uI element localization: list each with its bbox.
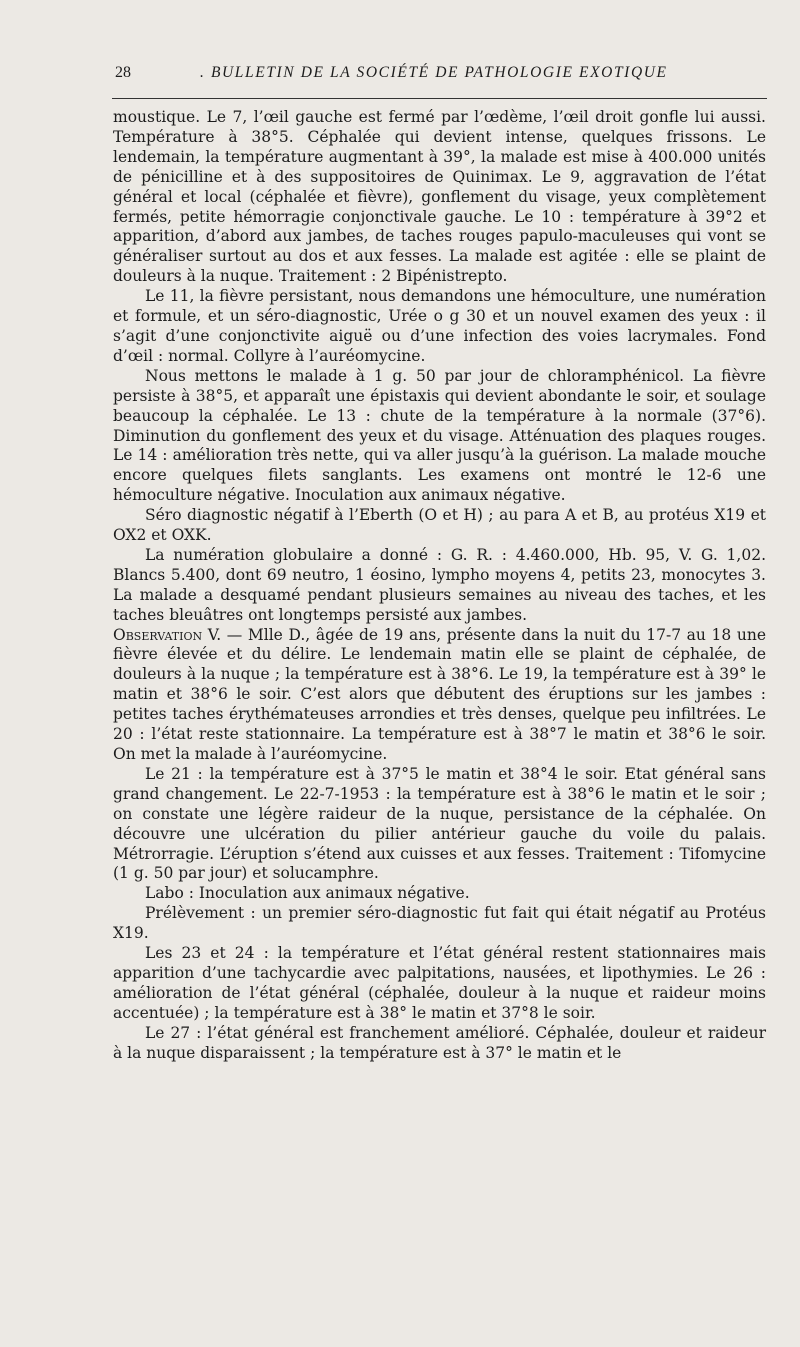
running-title: . BULLETIN DE LA SOCIÉTÉ DE PATHOLOGIE EXOTIQUE [200,64,668,81]
paragraph: Le 27 : l’état général est franchement amélioré. Céphalée, douleur et raideur à la nuque disparaissent ; la température est à 37° le matin et le [113,1023,766,1062]
paragraph: La numération globulaire a donné : G. R. : 4.460.000, Hb. 95, V. G. 1,02. Blancs 5.400, dont 69 neutro, 1 éosino, lympho moyens 4, petits 23, monocytes 3. La malade a desquamé pendant plusieurs semaines au niveau des taches, et les taches bleuâtres ont longtemps persisté aux jambes. [113,545,766,624]
paragraph: Le 11, la fièvre persistant, nous demandons une hémoculture, une numération et formule, et un séro-diagnostic, Urée o g 30 et un nouvel examen des yeux : il s’agit d’une conjonctivite aiguë ou d’une infection des voies lacrymales. Fond d’œil : normal. Collyre à l’auréomycine. [113,287,766,365]
observation-paragraph [113,626,766,765]
paragraph: Nous mettons le malade à 1 g. 50 par jour de chloramphénicol. La fièvre persiste à 38°5, et apparaît une épistaxis qui devient abondante le soir, et soulage beaucoup la céphalée. Le 13 : chute de la température à la normale (37°6). Diminution du gonflement des yeux et du visage. Atténuation des plaques rouges. Le 14 : amélioration très nette, qui va aller jusqu’à la guérison. La malade mouche encore quelques filets sanglants. Les examens ont montré le 12-6 une hémoculture négative. Inoculation aux animaux négative. [113,366,766,505]
paragraph: Prélèvement : un premier séro-diagnostic fut fait qui était négatif au Protéus X19. [113,904,766,943]
page-number: 28 [115,64,131,81]
article-body [113,108,766,1064]
paragraph: moustique. Le 7, l’œil gauche est fermé par l’œdème, l’œil droit gonfle lui aussi. Température à 38°5. Céphalée qui devient intense, quelques frissons. Le lendemain, la température augmentant à 39°, la malade est mise à 400.000 unités de pénicilline et à des suppositoires de Quinimax. Le 9, aggravation de l’état général et local (céphalée et fièvre), gonflement du visage, yeux complètement fermés, petite hémorragie conjonctivale gauche. Le 10 : température à 39°2 et apparition, d’abord aux jambes, de taches rouges papulo-maculeuses qui vont se généraliser surtout au dos et aux fesses. La malade est agitée : elle se plaint de douleurs à la nuque. Traitement : 2 Bipénistrepto. [113,108,766,286]
paragraph: Séro diagnostic négatif à l’Eberth (O et H) ; au para A et B, au protéus X19 et OX2 et OXK. [113,506,766,545]
running-header [0,64,800,88]
paragraph: Labo : Inoculation aux animaux négative. [145,884,470,903]
observation-text: — Mlle D., âgée de 19 ans, présente dans la nuit du 17-7 au 18 une fièvre élevée et du délire. Le lendemain matin elle se plaint de céphalée, de douleurs à la nuque ; la température est à 38°6. Le 19, la température est à 39° le matin et 38°6 le soir. C’est alors que débutent des éruptions sur les jambes : petites taches érythémateuses arrondies et très denses, quelque peu infiltrées. Le 20 : l’état reste stationnaire. La température est à 38°7 le matin et 38°6 le soir. On met la malade à l’auréomycine. [113,625,767,763]
observation-label: Observation V. [113,625,222,644]
paragraph: Les 23 et 24 : la température et l’état général restent stationnaires mais apparition d’une tachycardie avec palpitations, nausées, et lipothymies. Le 26 : amélioration de l’état général (céphalée, douleur à la nuque et raideur moins accentuée) ; la température est à 38° le matin et 37°8 le soir. [113,944,766,1022]
paragraph: Le 21 : la température est à 37°5 le matin et 38°4 le soir. Etat général sans grand changement. Le 22-7-1953 : la température est à 38°6 le matin et le soir ; on constate une légère raideur de la nuque, persistance de la céphalée. On découvre une ulcération du pilier antérieur gauche du voile du palais. Métrorragie. L’éruption s’étend aux cuisses et aux fesses. Traitement : Tifomycine (1 g. 50 par jour) et solucamphre. [113,764,766,883]
header-rule [112,98,767,99]
